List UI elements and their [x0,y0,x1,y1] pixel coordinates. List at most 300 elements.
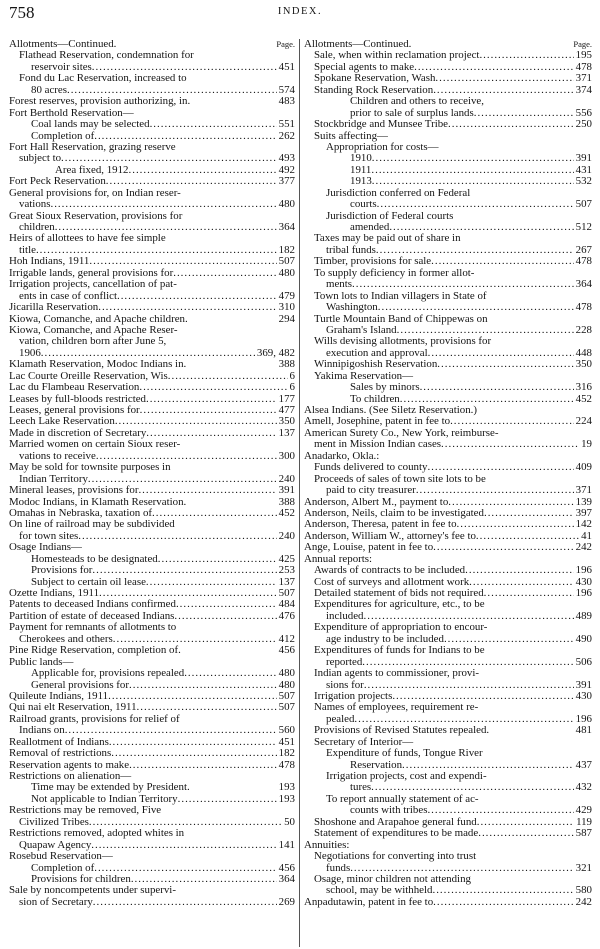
entry-text: Special agents to make ..... [314,62,592,73]
entry-text: Secretary of Interior— [314,736,414,748]
index-entry [304,279,592,290]
entry-text: Anadarko, Okla.: [304,450,380,462]
index-entry [9,62,295,73]
entry-text: Area fixed, 1912 ..... [55,165,295,176]
entry-text: Reservation agents to make ..... [9,760,295,771]
index-entry [304,782,592,793]
index-entry [304,519,592,530]
index-entry [304,599,592,610]
entry-text: To supply deficiency in former allot- [314,267,475,279]
entry-text: 1913 ..... [350,176,592,187]
index-entry [9,314,295,325]
page-reference: 507 [278,256,295,268]
index-entry [9,199,295,210]
index-entry [304,577,592,588]
index-entry [9,394,295,405]
index-entry [9,279,295,290]
page-reference: 484 [278,599,295,611]
page-reference: 580 [575,885,592,897]
index-entry [9,497,295,508]
index-entry [9,817,295,828]
page-reference: 479 [278,290,295,302]
page-reference: 429 [575,805,592,817]
index-entry [304,50,592,61]
page-reference: 437 [575,759,592,771]
entry-text: pealed ..... [326,714,592,725]
page-reference: 224 [575,416,592,428]
entry-text: vation, children born after June 5, [19,336,167,348]
page-reference: 480 [278,199,295,211]
entry-text: Partition of estate of deceased Indians ..... [9,611,295,622]
index-entry [9,577,295,588]
entry-text: Jurisdiction of Federal courts [326,210,454,222]
page-reference: 507 [278,588,295,599]
entry-text: Suits affecting— [314,130,388,142]
page-reference: 269 [278,896,295,908]
index-entry [304,817,592,828]
entry-text: Fort Hall Reservation, grazing reserve [9,141,176,153]
index-entry [9,50,295,61]
page-reference: 364 [278,873,295,885]
entry-text: Proceeds of sales of town site lots to be [314,473,486,485]
entry-text: Taxes may be paid out of share in [314,233,461,245]
index-entry [304,622,592,633]
page-reference: 228 [575,324,592,336]
index-entry [304,108,592,119]
entry-text: Detailed statement of bids not required ..... [314,588,592,599]
entry-text: Subject to certain oil lease ..... [31,577,295,588]
index-entry [304,268,592,279]
index-entry [9,119,295,130]
page-reference: 369, 482 [256,347,295,359]
entry-text: age industry to be included ..... [326,634,592,645]
entry-text: Coal lands may be selected ..... [31,119,295,130]
page-number: 758 [9,3,35,22]
page-reference: 587 [575,828,592,840]
entry-text: May be sold for townsite purposes in [9,462,171,474]
page-reference: 477 [278,405,295,416]
index-entry [304,451,592,462]
entry-text: subject to ..... [19,153,295,164]
index-entry [9,73,295,84]
index-entry [304,371,592,382]
entry-text: sions for ..... [326,680,592,691]
entry-text: Fond du Lac Reservation, increased to [19,73,187,85]
index-entry [304,565,592,576]
entry-text: Sales by minors ..... [350,382,592,393]
index-entry [9,428,295,439]
index-entry [304,725,592,736]
entry-text: Forest reserves, provision authorizing, in. [9,96,191,108]
index-entry [9,474,295,485]
entry-text: ment in Mission Indian cases ..... [314,439,592,450]
entry-text: Indians on ..... [19,725,295,736]
page-reference: 377 [278,176,295,188]
entry-text: Irrigable lands, general provisions for ..... [9,268,295,279]
index-entry [9,268,295,279]
entry-text: Yakima Reservation— [314,370,414,382]
index-entry [9,325,295,336]
page-column-label: Page. [573,39,592,49]
index-entry [304,885,592,896]
entry-text: Great Sioux Reservation, provisions for [9,210,183,222]
entry-text: Fort Peck Reservation ..... [9,176,295,187]
page-reference: 391 [278,485,295,497]
index-entry [304,405,592,416]
index-entry [304,874,592,885]
index-entry [9,725,295,736]
entry-text: children ..... [19,222,295,233]
page-reference: 195 [575,50,592,62]
index-entry [304,497,592,508]
page-reference: 321 [575,862,592,874]
entry-text: Not applicable to Indian Territory ..... [31,794,295,805]
entry-text: Wills devising allotments, provisions for [314,336,492,348]
page-reference: 481 [575,725,592,737]
page-reference: 253 [278,565,295,577]
entry-text: Indian Territory ..... [19,474,295,485]
entry-text: Irrigation projects, cancellation of pat- [9,279,177,291]
page-reference: 388 [278,359,295,371]
page-reference: 294 [278,313,295,325]
index-entry [304,840,592,851]
page-reference: 242 [575,896,592,908]
index-entry [9,439,295,450]
index-entry [9,222,295,233]
index-entry [9,131,295,142]
index-entry [304,760,592,771]
column-heading [304,39,592,50]
page-reference: 182 [278,244,295,256]
index-entry [9,153,295,164]
index-entry [304,657,592,668]
page-reference: 456 [278,645,295,657]
entry-text: Quileute Indians, 1911 ..... [9,691,295,702]
entry-text: Sale, when within reclamation project ..... [314,50,592,61]
index-entry [9,188,295,199]
index-entry [304,119,592,130]
index-entry [9,531,295,542]
index-entry [9,714,295,725]
entry-text: Provisions for ..... [31,565,295,576]
index-entry [9,634,295,645]
entry-text: Names of employees, requirement re- [314,702,479,714]
entry-text: paid to city treasurer ..... [326,485,592,496]
page-reference: 262 [278,130,295,142]
page-reference: 374 [575,84,592,96]
index-entry [304,359,592,370]
entry-text: Cherokees and others ..... [19,634,295,645]
index-entry [304,211,592,222]
index-entry [304,897,592,908]
page-reference: 432 [575,782,592,794]
entry-text: Leases by full-bloods restricted ..... [9,394,295,405]
index-entry [9,748,295,759]
entry-text: vations ..... [19,199,295,210]
index-entry [304,199,592,210]
index-entry [304,462,592,473]
page-reference: 476 [278,610,295,622]
entry-text: for town sites ..... [19,531,295,542]
entry-text: school, may be withheld ..... [326,885,592,896]
entry-text: Mineral leases, provisions for ..... [9,485,295,496]
index-entry [9,657,295,668]
page-reference: 512 [575,222,592,233]
index-entry [9,485,295,496]
index-entry [9,645,295,656]
index-entry [9,336,295,347]
page-title: INDEX. [277,6,323,17]
heading-label: Allotments—Continued. [304,39,412,50]
page-reference: 478 [575,61,592,73]
entry-text: Rosebud Reservation— [9,851,113,863]
page-reference: 350 [278,416,295,428]
index-entry [9,233,295,244]
index-entry [304,737,592,748]
index-entry [9,405,295,416]
index-entry [304,336,592,347]
index-entry [9,782,295,793]
entry-text: American Surety Co., New York, reimburse- [304,427,499,439]
page-reference: 452 [278,507,295,519]
entry-text: courts ..... [350,199,592,210]
page-reference: 478 [278,759,295,771]
index-entry [9,519,295,530]
index-entry [304,291,592,302]
entry-text: Negotiations for converting into trust [314,851,477,863]
index-entry [304,85,592,96]
index-entry [304,325,592,336]
index-entry [9,371,295,382]
index-entry [9,451,295,462]
index-entry [304,222,592,233]
index-entry [9,359,295,370]
page-reference: 316 [575,382,592,394]
page-reference: 310 [278,302,295,314]
page-reference: 409 [575,462,592,474]
index-entry [9,691,295,702]
page-reference: 480 [278,267,295,279]
index-entry [304,645,592,656]
index-entry [9,840,295,851]
page-reference: 532 [575,176,592,188]
index-entry [304,176,592,187]
entry-text: Funds delivered to county ..... [314,462,592,473]
entry-text: funds ..... [326,863,592,874]
index-entry [304,439,592,450]
index-entry [304,542,592,553]
page-reference: 142 [575,519,592,531]
page-reference: 300 [278,450,295,462]
entry-text: Fort Berthold Reservation— [9,107,134,119]
entry-text: Lac Courte Oreille Reservation, Wis ..... [9,371,295,382]
page-reference: 483 [278,96,295,108]
page-reference: 196 [575,588,592,599]
page-reference: 478 [575,256,592,268]
entry-text: General provisions for ..... [31,680,295,691]
index-entry [9,291,295,302]
index-entry [304,256,592,267]
entry-text: To report annually statement of ac- [326,793,479,805]
page-reference: 177 [278,393,295,405]
page-reference: 507 [278,702,295,714]
page-reference: 574 [278,84,295,96]
entry-text: Omahas in Nebraska, taxation of ..... [9,508,295,519]
index-entry [9,508,295,519]
index-entry [304,416,592,427]
entry-text: On line of railroad may be subdivided [9,519,175,531]
index-entry [304,771,592,782]
entry-text: Hoh Indians, 1911 ..... [9,256,295,267]
entry-text: Kiowa, Comanche, and Apache children. [9,313,188,325]
entry-text: Sale by noncompetents under supervi- [9,885,176,897]
entry-text: Leases, general provisions for ..... [9,405,295,416]
index-entry [304,531,592,542]
index-entry [9,599,295,610]
page-reference: 451 [278,736,295,748]
page-reference: 119 [576,816,592,828]
index-entry [9,851,295,862]
page-reference: 430 [575,576,592,588]
page-column-label: Page. [276,39,295,49]
entry-text: Standing Rock Reservation ..... [314,85,592,96]
entry-text: Jicarilla Reservation ..... [9,302,295,313]
index-entry [304,314,592,325]
page-reference: 50 [284,816,295,828]
index-entry [9,805,295,816]
entry-text: Awards of contracts to be included ..... [314,565,592,576]
entry-text: Irrigation projects, cost and expendi- [326,771,487,782]
page-reference: 196 [575,565,592,577]
entry-text: Ange, Louise, patent in fee to ..... [304,542,592,553]
index-entry [9,828,295,839]
entry-text: Modoc Indians, in Klamath Reservation. [9,496,187,508]
entry-text: ments ..... [326,279,592,290]
index-entry [9,702,295,713]
index-entry [304,805,592,816]
entry-text: Timber, provisions for sale ..... [314,256,592,267]
index-entry [304,96,592,107]
index-entry [9,885,295,896]
entry-text: Restrictions on alienation— [9,771,132,782]
entry-text: Town lots to Indian villagers in State of [314,290,487,302]
page-reference: 452 [575,393,592,405]
index-entry [9,165,295,176]
page-reference: 137 [278,576,295,588]
page-reference: 350 [575,359,592,371]
page-reference: 480 [278,668,295,680]
page-reference: 425 [278,553,295,565]
index-column-right [304,39,592,908]
entry-text: Anderson, William W., attorney's fee to ..... [304,531,592,542]
entry-text: title ..... [19,245,295,256]
entry-text: Anpadutawin, patent in fee to ..... [304,897,592,908]
page-reference: 196 [575,713,592,725]
entry-text: Statement of expenditures to be made ..... [314,828,592,839]
page-reference: 560 [278,725,295,737]
column-divider [299,39,300,947]
entry-text: Completion of ..... [31,863,295,874]
index-entry [9,760,295,771]
index-entry [304,748,592,759]
entry-text: 1910 ..... [350,153,592,164]
page-reference: 412 [278,633,295,645]
page-reference: 480 [278,679,295,691]
page-reference: 364 [278,222,295,233]
page-reference: 456 [278,862,295,874]
page-reference: 489 [575,610,592,622]
entry-text: Married women on certain Sioux reser- [9,439,181,451]
entry-text: reservoir sites ..... [31,62,295,73]
index-entry [9,96,295,107]
entry-text: Provisions of Revised Statutes repealed. [314,725,490,737]
entry-text: Expenditures for agriculture, etc., to be [314,599,485,611]
index-entry [304,188,592,199]
index-entry [304,668,592,679]
entry-text: Anderson, Albert M., payment to ..... [304,497,592,508]
entry-text: Turtle Mountain Band of Chippewas on [314,313,488,325]
index-entry [304,62,592,73]
index-entry [9,142,295,153]
index-entry [9,622,295,633]
page-reference: 551 [278,119,295,131]
page-reference: 448 [575,347,592,359]
entry-text: 1906 ..... [19,348,295,359]
entry-text: tures ..... [350,782,592,793]
index-entry [9,348,295,359]
entry-text: amended ..... [350,222,592,233]
entry-text: Cost of surveys and allotment work ..... [314,577,592,588]
page-reference: 492 [278,164,295,176]
index-entry [304,828,592,839]
entry-text: Removal of restrictions ..... [9,748,295,759]
page-reference: 182 [278,748,295,760]
index-entry [9,863,295,874]
entry-text: Anderson, Theresa, patent in fee to ..... [304,519,592,530]
index-column-left [9,39,295,908]
page-reference: 507 [278,690,295,702]
index-entry [9,211,295,222]
page-reference: 139 [575,496,592,508]
index-entry [304,348,592,359]
entry-text: Leech Lake Reservation ..... [9,416,295,427]
entry-text: Homesteads to be designated ..... [31,554,295,565]
entry-text: Provisions for children ..... [31,874,295,885]
page-reference: 371 [575,73,592,85]
entry-text: sion of Secretary ..... [19,897,295,908]
entry-text: Reservation ..... [350,760,592,771]
index-entry [9,554,295,565]
entry-text: Qui nai elt Reservation, 1911 ..... [9,702,295,713]
page-reference: 6 [289,382,295,394]
index-entry [9,737,295,748]
page-reference: 141 [278,839,295,851]
entry-text: Washington ..... [326,302,592,313]
page-reference: 364 [575,279,592,291]
page-reference: 507 [575,199,592,211]
entry-text: Graham's Island ..... [326,325,592,336]
entry-text: Civilized Tribes ..... [19,817,295,828]
page-reference: 371 [575,485,592,497]
index-entry [304,394,592,405]
entry-text: prior to sale of surplus lands ..... [350,108,592,119]
index-entry [9,680,295,691]
page-reference: 193 [278,793,295,805]
index-entry [304,691,592,702]
page-reference: 193 [278,782,295,794]
entry-text: Amell, Josephine, patent in fee to ..... [304,416,592,427]
index-entry [304,588,592,599]
